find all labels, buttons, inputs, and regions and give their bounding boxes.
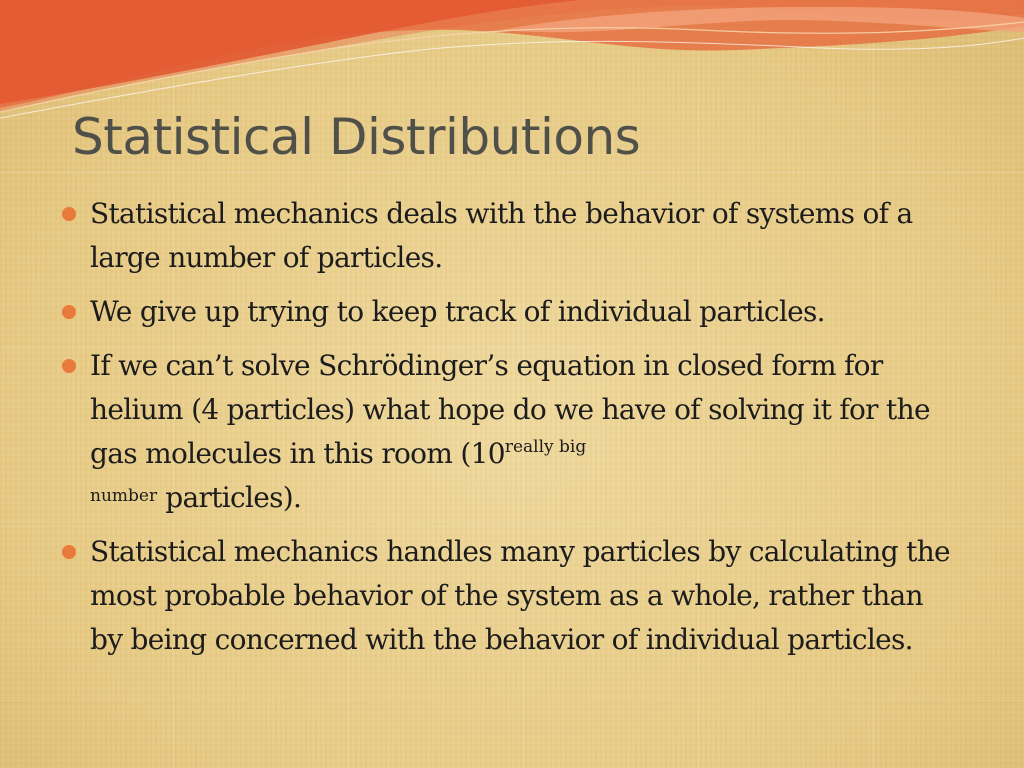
bullet-dot-icon bbox=[62, 207, 76, 221]
bullet-text: Statistical mechanics handles many particles by calculating the most probable behavior of the system as a whole, rather than by being concerned with the behavior of individual particles. bbox=[90, 535, 950, 656]
slide-title: Statistical Distributions bbox=[72, 108, 641, 166]
exponent-superscript: really big bbox=[504, 437, 587, 457]
bullet-text: Statistical mechanics deals with the behavior of systems of a large number of particles. bbox=[90, 197, 913, 274]
bullet-item bbox=[62, 192, 962, 280]
bullet-item bbox=[62, 530, 962, 662]
bullet-text-end: particles). bbox=[157, 481, 302, 514]
bullet-dot-icon bbox=[62, 545, 76, 559]
bullet-text: We give up trying to keep track of individual particles. bbox=[90, 295, 825, 328]
bullet-item bbox=[62, 290, 962, 334]
bullet-text: If we can’t solve Schrödinger’s equation in closed form for helium (4 particles) what hope do we have of solving it for the gas molecules in this room (10 bbox=[90, 349, 930, 470]
exponent-superscript-continued: number bbox=[90, 486, 158, 506]
bullet-dot-icon bbox=[62, 305, 76, 319]
bullet-list bbox=[62, 192, 962, 672]
bullet-dot-icon bbox=[62, 359, 76, 373]
bullet-item bbox=[62, 344, 962, 520]
